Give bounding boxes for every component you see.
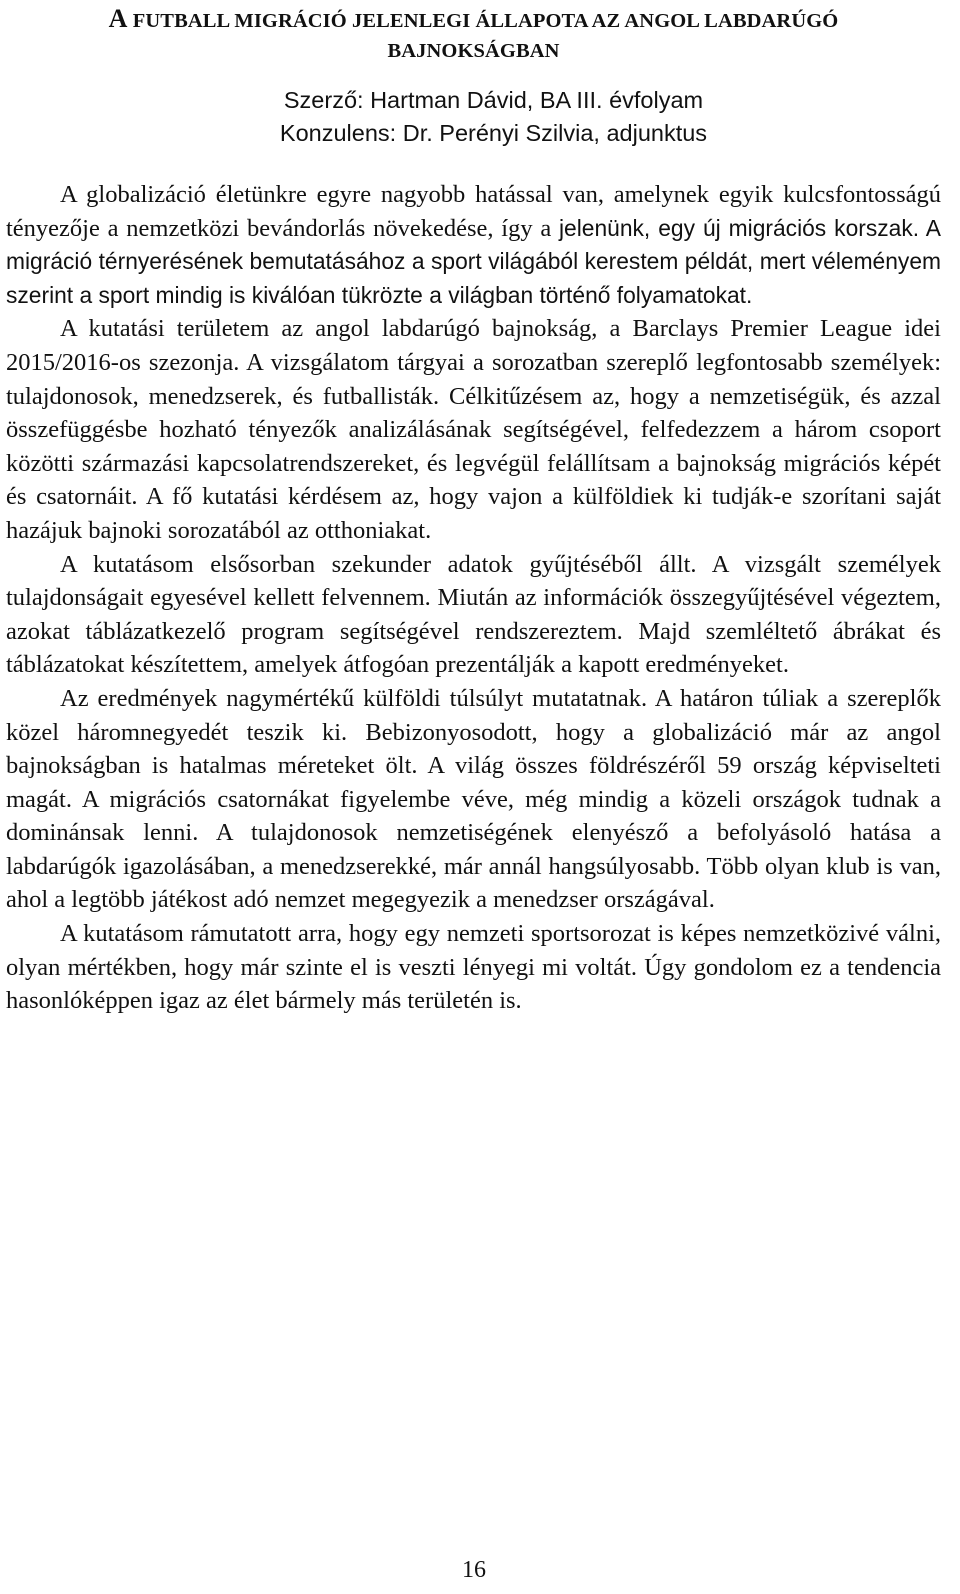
author-block bbox=[6, 84, 941, 150]
paragraph-5: A kutatásom rámutatott arra, hogy egy nemzeti sportsorozat is képes nemzetközivé válni, olyan mértékben, hogy már szinte el is veszti lényegi mi voltát. Úgy gondolom ez a tendencia hasonlóképpen igaz az élet bármely más területén is. bbox=[6, 920, 941, 1015]
title-line-1: FUTBALL MIGRÁCIÓ JELENLEGI ÁLLAPOTA AZ ANGOL LABDARÚGÓ bbox=[127, 10, 839, 32]
paragraph-2: A kutatási területem az angol labdarúgó bajnokság, a Barclays Premier League idei 2015/2016-os szezonja. A vizsgálatom tárgyai a sorozatban szereplő legfontosabb személyek: tulajdonosok, menedzserek, és futballisták. Célkitűzésem az, hogy a nemzetiségük, és azzal összefüggésbe hozható tényezők analizálásának segítségével, felfedezzem a három csoport közötti származási kapcsolatrendszereket, és legvégül felállítsam a bajnokság migrációs képét és csatornáit. A fő kutatási kérdésem az, hogy vajon a külföldiek ki tudják-e szorítani saját hazájuk bajnoki sorozatából az otthoniakat. bbox=[6, 315, 941, 544]
paragraph-1-part-b: jelenünk, egy új migrációs korszak. A migráció térnyerésének bemutatásához a sport világából kerestem példát, mert véleményem szerint a sport mindig is kiválóan tükrözte a világban történő folyamatokat. bbox=[6, 214, 941, 308]
title-cap-letter: A bbox=[108, 4, 128, 33]
page-number: 16 bbox=[462, 1557, 486, 1583]
paragraph-3: A kutatásom elsősorban szekunder adatok gyűjtéséből állt. A vizsgált személyek tulajdonságait egyesével kellett felvennem. Miután az információk összegyűjtésével végeztem, azokat táblázatkezelő program segítségével rendszereztem. Majd szemléltető ábrákat és táblázatokat készítettem, amelyek átfogóan prezentálják a kapott eredményeket. bbox=[6, 550, 941, 679]
title-line-2: BAJNOKSÁGBAN bbox=[387, 40, 560, 62]
paragraph-1 bbox=[6, 178, 941, 312]
abstract-body bbox=[6, 178, 941, 1018]
document-page bbox=[6, 4, 941, 1018]
page-title bbox=[6, 4, 941, 66]
paragraph-4: Az eredmények nagymértékű külföldi túlsúlyt mutatatnak. A határon túliak a szereplők közel háromnegyedét teszik ki. Bebizonyosodott, hogy a globalizáció már az angol bajnokságban is hatalmas méreteket ölt. A világ összes földrészéről 59 ország képviselteti magát. A migrációs csatornákat figyelembe véve, még mindig a közeli országok tudnak a dominánsak lenni. A tulajdonosok nemzetiségének elenyésző a befolyásoló hatása a labdarúgók igazolásában, a menedzserekké, már annál hangsúlyosabb. Több olyan klub is van, ahol a legtöbb játékost adó nemzet megegyezik a menedzser országával. bbox=[6, 684, 941, 914]
author-line: Szerző: Hartman Dávid, BA III. évfolyam bbox=[283, 87, 704, 113]
advisor-line: Konzulens: Dr. Perényi Szilvia, adjunktus bbox=[279, 120, 708, 146]
paragraph-1-part-a: A globalizáció életünkre egyre nagyobb hatással van, amelynek egyik kulcsfontosságú tényezője a nemzetközi bevándorlás növekedése, így a bbox=[6, 181, 941, 242]
